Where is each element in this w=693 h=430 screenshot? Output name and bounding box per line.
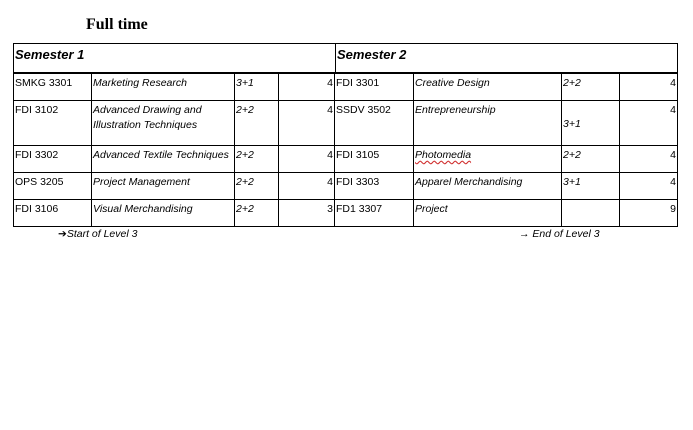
- course-name: Project: [414, 200, 562, 227]
- course-credits: 4: [620, 101, 678, 146]
- course-name: Creative Design: [414, 74, 562, 101]
- course-hours: [562, 101, 620, 146]
- course-name: Apparel Merchandising: [414, 173, 562, 200]
- end-of-level-label: End of Level 3: [532, 228, 600, 240]
- course-name: Visual Merchandising: [92, 200, 235, 227]
- semester-2-heading: Semester 2: [335, 43, 678, 73]
- course-name: Marketing Research: [92, 74, 235, 101]
- course-hours: 2+2: [562, 146, 620, 173]
- course-hours: 2+2: [235, 101, 279, 146]
- course-name: Project Management: [92, 173, 235, 200]
- course-credits: 4: [279, 173, 335, 200]
- semester-1-heading: Semester 1: [13, 43, 336, 73]
- course-name: Advanced Drawing and Illustration Techniques: [92, 101, 235, 146]
- course-credits: 4: [620, 146, 678, 173]
- table-row: [14, 146, 678, 173]
- table-row: [14, 173, 678, 200]
- start-of-level-note: [58, 228, 137, 240]
- table-row: [14, 101, 678, 146]
- course-code: FDI 3301: [335, 74, 414, 101]
- course-credits: 4: [279, 101, 335, 146]
- course-code: OPS 3205: [14, 173, 92, 200]
- table-row: [14, 200, 678, 227]
- course-hours: 3+1: [562, 173, 620, 200]
- course-credits: 4: [620, 173, 678, 200]
- course-hours: [562, 200, 620, 227]
- course-credits: 4: [620, 74, 678, 101]
- table-row: [14, 74, 678, 101]
- course-code: FD1 3307: [335, 200, 414, 227]
- start-of-level-label: Start of Level 3: [66, 228, 138, 240]
- course-code: SSDV 3502: [335, 101, 414, 146]
- course-credits: 9: [620, 200, 678, 227]
- course-code: FDI 3105: [335, 146, 414, 173]
- course-code: FDI 3102: [14, 101, 92, 146]
- course-name-text: Photomedia: [415, 149, 472, 161]
- arrow-right-icon: ➔: [58, 228, 67, 240]
- course-hours: 2+2: [235, 173, 279, 200]
- course-credits: 3: [279, 200, 335, 227]
- course-hours: 2+2: [235, 200, 279, 227]
- course-code: FDI 3302: [14, 146, 92, 173]
- course-name: Advanced Textile Techniques: [92, 146, 235, 173]
- course-code: FDI 3106: [14, 200, 92, 227]
- course-table: [13, 73, 678, 227]
- end-of-level-note: [519, 228, 600, 240]
- course-hours-value: 3+1: [563, 118, 581, 130]
- course-name: Entrepreneurship: [414, 101, 562, 146]
- page-title: Full time: [86, 16, 148, 33]
- course-name: [414, 146, 562, 173]
- course-code: FDI 3303: [335, 173, 414, 200]
- course-hours: 3+1: [235, 74, 279, 101]
- arrow-right-icon: →: [519, 228, 530, 240]
- course-credits: 4: [279, 146, 335, 173]
- course-hours: 2+2: [562, 74, 620, 101]
- course-code: SMKG 3301: [14, 74, 92, 101]
- course-credits: 4: [279, 74, 335, 101]
- course-hours: 2+2: [235, 146, 279, 173]
